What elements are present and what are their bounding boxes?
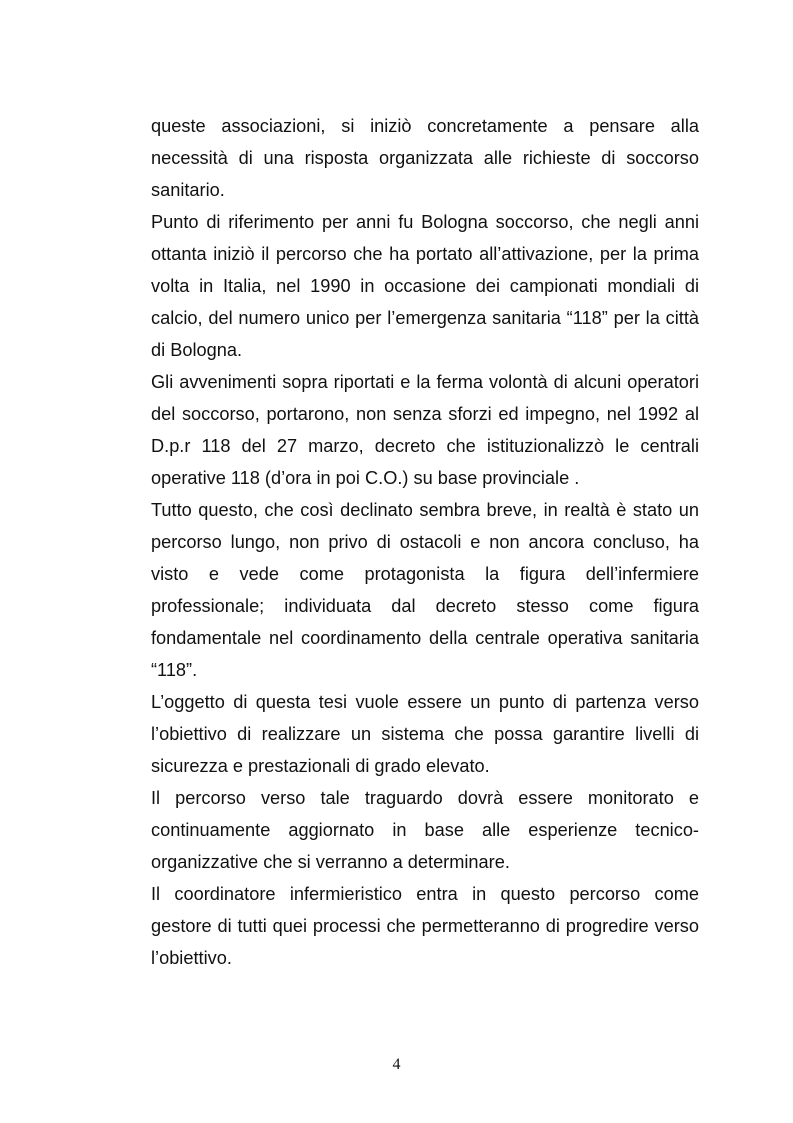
paragraph-4: Tutto questo, che così declinato sembra breve, in realtà è stato un percorso lungo, non privo di ostacoli e non ancora concluso, ha visto e vede come protagonista la figura dell’infermiere professionale; individuata dal decreto stesso come figura fondamentale nel coordinamento della centrale operativa sanitaria “118”. [151, 500, 699, 680]
paragraph-1: queste associazioni, si iniziò concretamente a pensare alla necessità di una risposta organizzata alle richieste di soccorso sanitario. [151, 116, 699, 200]
paragraph-5: L’oggetto di questa tesi vuole essere un punto di partenza verso l’obiettivo di realizzare un sistema che possa garantire livelli di sicurezza e prestazionali di grado elevato. [151, 692, 699, 776]
page-number: 4 [392, 1056, 401, 1073]
body-text [151, 110, 699, 974]
paragraph-7: Il coordinatore infermieristico entra in questo percorso come gestore di tutti quei processi che permetteranno di progredire verso l’obiettivo. [151, 884, 699, 968]
paragraph-6: Il percorso verso tale traguardo dovrà essere monitorato e continuamente aggiornato in base alle esperienze tecnico-organizzative che si verranno a determinare. [151, 788, 699, 872]
paragraph-3: Gli avvenimenti sopra riportati e la ferma volontà di alcuni operatori del soccorso, portarono, non senza sforzi ed impegno, nel 1992 al D.p.r 118 del 27 marzo, decreto che istituzionalizzò le centrali operative 118 (d’ora in poi C.O.) su base provinciale . [151, 372, 699, 488]
paragraph-2: Punto di riferimento per anni fu Bologna soccorso, che negli anni ottanta iniziò il percorso che ha portato all’attivazione, per la prima volta in Italia, nel 1990 in occasione dei campionati mondiali di calcio, del numero unico per l’emergenza sanitaria “118” per la città di Bologna. [151, 212, 699, 360]
